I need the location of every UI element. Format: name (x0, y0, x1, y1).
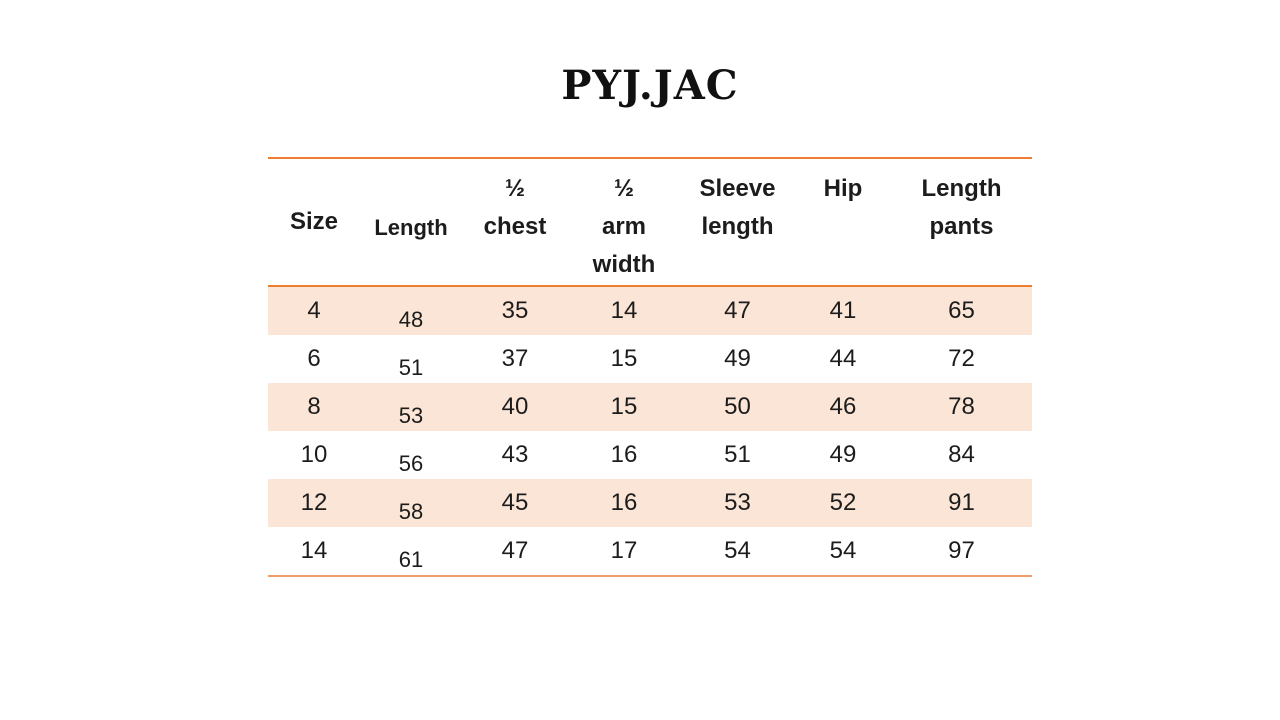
col-header-half-chest-line1: ½ (504, 175, 525, 202)
cell-sleeve-length: 50 (724, 393, 751, 420)
cell-sleeve-length: 54 (724, 537, 751, 564)
col-header-half-arm-width-line2: arm (601, 213, 647, 240)
cell-length-pants: 84 (948, 441, 975, 468)
col-header-size (268, 159, 360, 285)
size-chart-table (268, 157, 1032, 577)
col-header-hip (795, 159, 891, 285)
cell-half-arm-width: 16 (610, 489, 638, 516)
cell-size: 8 (307, 393, 321, 420)
col-header-half-chest (462, 159, 568, 285)
col-header-length-label: Length (374, 215, 448, 240)
col-header-half-arm-width-line1: ½ (613, 175, 634, 202)
cell-hip: 44 (829, 345, 857, 372)
cell-half-arm-width: 15 (610, 393, 638, 420)
cell-half-chest: 47 (501, 537, 529, 564)
cell-size: 14 (300, 537, 328, 564)
cell-half-chest: 43 (501, 441, 529, 468)
cell-size: 6 (307, 345, 321, 372)
table-row-size-4 (268, 287, 1032, 335)
cell-length: 61 (398, 547, 424, 572)
cell-length: 58 (398, 499, 424, 524)
col-header-half-arm-width (568, 159, 680, 285)
page-title: PYJ.JAC (561, 62, 739, 109)
col-header-half-arm-width-line3: width (592, 251, 656, 278)
cell-half-chest: 40 (501, 393, 529, 420)
cell-length: 51 (398, 355, 424, 380)
cell-hip: 54 (829, 537, 857, 564)
col-header-length-pants-line1: Length (921, 175, 1002, 202)
cell-half-chest: 35 (501, 297, 529, 324)
cell-half-arm-width: 16 (610, 441, 638, 468)
cell-half-chest: 45 (501, 489, 529, 516)
cell-sleeve-length: 47 (724, 297, 751, 324)
cell-half-arm-width: 14 (610, 297, 638, 324)
cell-hip: 49 (829, 441, 857, 468)
cell-size: 12 (300, 489, 328, 516)
cell-sleeve-length: 49 (724, 345, 751, 372)
cell-length-pants: 72 (948, 345, 975, 372)
cell-half-chest: 37 (501, 345, 529, 372)
col-header-half-chest-line2: chest (483, 213, 547, 240)
col-header-sleeve-length (680, 159, 795, 285)
cell-hip: 46 (829, 393, 857, 420)
cell-size: 10 (300, 441, 328, 468)
table-header-row (268, 159, 1032, 287)
cell-length-pants: 97 (948, 537, 975, 564)
cell-length: 48 (398, 307, 424, 332)
col-header-sleeve-length-line1: Sleeve (699, 175, 776, 202)
col-header-sleeve-length-line2: length (701, 213, 774, 240)
cell-sleeve-length: 51 (724, 441, 751, 468)
cell-length-pants: 91 (948, 489, 975, 516)
cell-length-pants: 78 (948, 393, 975, 420)
cell-length: 53 (398, 403, 424, 428)
col-header-length-pants-line2: pants (929, 213, 994, 240)
cell-half-arm-width: 15 (610, 345, 638, 372)
cell-hip: 41 (829, 297, 857, 324)
cell-half-arm-width: 17 (610, 537, 638, 564)
col-header-length-pants (891, 159, 1032, 285)
cell-size: 4 (307, 297, 321, 324)
col-header-size-label: Size (289, 208, 339, 235)
cell-length: 56 (398, 451, 424, 476)
col-header-hip-label: Hip (823, 175, 863, 202)
col-header-length (360, 165, 462, 291)
cell-hip: 52 (829, 489, 857, 516)
cell-length-pants: 65 (948, 297, 975, 324)
cell-sleeve-length: 53 (724, 489, 751, 516)
